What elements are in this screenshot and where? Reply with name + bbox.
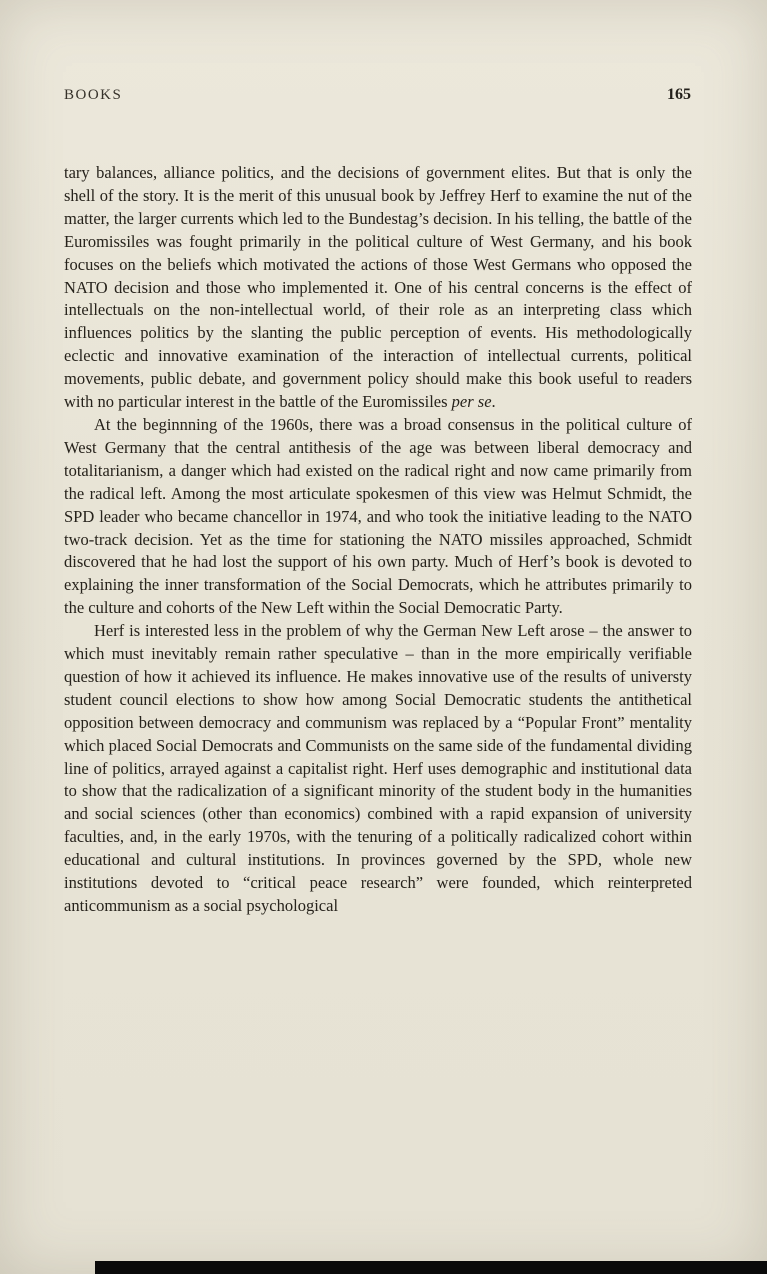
paragraph bbox=[64, 414, 692, 620]
running-title: BOOKS bbox=[64, 87, 123, 103]
text-block bbox=[64, 162, 692, 918]
scan-edge-artifact bbox=[95, 1261, 767, 1274]
paragraph-text: . bbox=[491, 392, 496, 412]
paragraph bbox=[64, 162, 692, 414]
paragraph-text: Herf is interested less in the problem of why the German New Left arose – the answer to which must inevitably remain rather speculative – than in the more empirically verifiable question of how it achieved its influence. He makes innovative use of the results of universty student council elections to show how among Social Democratic students the antithetical opposition between democracy and communism was replaced by a “Popular Front” mentality which placed Social Democrats and Communists on the same side of the fundamental dividing line of politics, arrayed against a capitalist right. Herf uses demographic and institutional data to show that the radicalization of a significant minority of the student body in the humanities and social sciences (other than economics) combined with a rapid expansion of university faculties, and, in the early 1970s, with the tenuring of a politically radicalized cohort within educational and cultural institutions. In provinces governed by the SPD, whole new institutions devoted to “critical peace research” were founded, which reinterpreted anticommunism as a social psychological bbox=[64, 621, 692, 915]
paragraph-text: At the beginnning of the 1960s, there was a broad consensus in the political culture of West Germany that the central antithesis of the age was between liberal democracy and totalitarianism, a danger which had existed on the radical right and now came primarily from the radical left. Among the most articulate spokesmen of this view was Helmut Schmidt, the SPD leader who became chancellor in 1974, and who took the initiative leading to the NATO two-track decision. Yet as the time for stationing the NATO missiles approached, Schmidt discovered that he had lost the support of his own party. Much of Herf’s book is devoted to explaining the inner transformation of the Social Democrats, which he attributes primarily to the culture and cohorts of the New Left within the Social Democratic Party. bbox=[64, 414, 692, 618]
paragraph-text: tary balances, alliance politics, and the decisions of government elites. But that is only the shell of the story. It is the merit of this unusual book by Jeffrey Herf to examine the nut of the matter, the larger currents which led to the Bundestag’s decision. In his telling, the battle of the Euromissiles was fought primarily in the political culture of West Germany, and his book focuses on the beliefs which motivated the actions of those West Germans who opposed the NATO decision and those who implemented it. One of his central concerns is the effect of intellectuals on the non-intellectual world, of their role as an interpreting class which influences politics by the slanting the public perception of events. His methodologically eclectic and innovative examination of the interaction of intellectual currents, political movements, public debate, and government policy should make this book useful to readers with no particular interest in the battle of the Euromissiles bbox=[64, 163, 692, 412]
paragraph-text-italic: per se bbox=[451, 392, 492, 412]
paragraph bbox=[64, 620, 692, 918]
page-number: 165 bbox=[667, 86, 691, 103]
running-header bbox=[64, 86, 691, 104]
